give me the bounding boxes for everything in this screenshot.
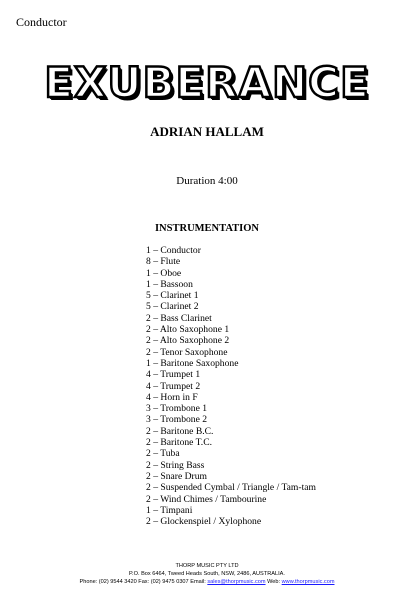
- web-label: Web:: [267, 579, 281, 585]
- instrument-item: 8 – Flute: [146, 256, 181, 268]
- instrument-item: 1 – Conductor: [146, 245, 201, 256]
- part-label: Conductor: [16, 15, 67, 29]
- instrument-item: 2 – Baritone T.C.: [146, 437, 212, 449]
- instrument-item: 2 – String Bass: [146, 459, 205, 471]
- instrument-item: 1 – Bassoon: [146, 278, 193, 290]
- instrument-item: 2 – Suspended Cymbal / Triangle / Tam-tam: [146, 482, 316, 494]
- composer-name: ADRIAN HALLAM: [150, 124, 264, 139]
- instrument-item: 2 – Wind Chimes / Tambourine: [146, 493, 267, 505]
- email-link[interactable]: sales@thorpmusic.com: [207, 579, 266, 585]
- instrument-item: 2 – Alto Saxophone 2: [146, 335, 230, 347]
- phone-fax-text: Phone: (02) 9544 3420 Fax: (02) 9475 0307 Email:: [79, 579, 206, 585]
- instrument-item: 4 – Trumpet 1: [146, 369, 201, 381]
- instrument-item: 4 – Horn in F: [146, 391, 198, 403]
- instrument-item: 4 – Trumpet 2: [146, 380, 201, 392]
- instrument-item: 2 – Alto Saxophone 1: [146, 324, 230, 336]
- duration-text: Duration 4:00: [176, 175, 238, 187]
- instrument-item: 2 – Glockenspiel / Xylophone: [146, 516, 262, 528]
- instrument-item: 1 – Oboe: [146, 267, 182, 279]
- instrument-item: 2 – Tenor Saxophone: [146, 346, 228, 358]
- title-block: [0, 60, 414, 106]
- instrumentation-heading: INSTRUMENTATION: [154, 223, 260, 234]
- publisher-name: THORP MUSIC PTY LTD: [175, 563, 239, 569]
- instrument-item: 2 – Baritone B.C.: [146, 425, 214, 437]
- publisher-address: P.O. Box 6464, Tweed Heads South, NSW, 2486, AUSTRALIA.: [129, 571, 285, 577]
- instrument-item: 3 – Trombone 2: [146, 414, 208, 426]
- publisher-contact: [0, 578, 414, 586]
- instrument-item: 5 – Clarinet 1: [146, 290, 199, 302]
- instrument-item: 2 – Tuba: [146, 448, 180, 460]
- instrument-item: 2 – Snare Drum: [146, 470, 208, 482]
- instrument-item: 1 – Baritone Saxophone: [146, 357, 239, 369]
- instrument-item: 1 – Timpani: [146, 504, 193, 516]
- instrument-item: 2 – Bass Clarinet: [146, 312, 212, 324]
- instrument-item: 5 – Clarinet 2: [146, 301, 199, 313]
- instrument-item: 3 – Trombone 1: [146, 403, 208, 415]
- web-link[interactable]: www.thorpmusic.com: [281, 579, 335, 585]
- instrument-list: [146, 245, 316, 527]
- piece-title: EXUBERANCE: [44, 58, 370, 107]
- publisher-footer: [0, 562, 414, 586]
